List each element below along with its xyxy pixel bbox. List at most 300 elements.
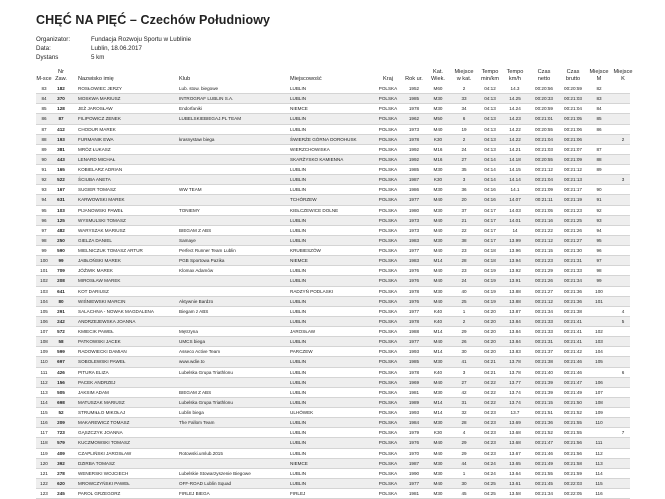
cell-year: 1973 xyxy=(408,227,420,233)
cell-gross-time: 00:21:04 xyxy=(564,106,582,112)
cell-name: FURMANIK EWA xyxy=(78,136,114,142)
table-row xyxy=(36,418,630,428)
cell-net-time: 00:21:09 xyxy=(535,187,553,193)
cell-bib: 80 xyxy=(58,298,64,304)
header-place-category-line1: Miejsce xyxy=(454,69,474,75)
cell-bib: 579 xyxy=(57,440,65,446)
cell-bib: 250 xyxy=(57,237,65,243)
cell-year: 1952 xyxy=(408,86,420,91)
cell-pace: 04:13 xyxy=(484,116,496,122)
cell-gross-time: 00:21:52 xyxy=(564,410,582,415)
cell-place-cat: 25 xyxy=(461,298,467,304)
cell-city: LUBLIN xyxy=(290,450,307,456)
cell-bib: 245 xyxy=(57,491,65,496)
cell-speed: 14.07 xyxy=(509,197,521,203)
cell-club: INTROGRAF LUBLIN S.A. xyxy=(179,96,234,102)
cell-place-cat: 4 xyxy=(462,430,466,436)
cell-bib: 522 xyxy=(57,177,65,183)
cell-place-men: 88 xyxy=(596,156,602,162)
cell-name: MATUSZAK MARIUSZ xyxy=(78,399,125,405)
cell-gross-time: 00:21:05 xyxy=(564,116,582,122)
cell-year: 1980 xyxy=(408,207,420,213)
cell-place-women: 2 xyxy=(621,136,625,142)
table-row xyxy=(36,337,630,347)
table-row xyxy=(36,185,630,195)
cell-net-time: 00:21:15 xyxy=(535,248,553,253)
cell-place-men: 108 xyxy=(595,399,603,405)
cell-bib: 572 xyxy=(57,329,65,334)
table-row xyxy=(36,357,630,367)
cell-year: 1969 xyxy=(408,379,420,385)
cell-place-men: 116 xyxy=(595,491,603,496)
cell-net-time: 00:21:47 xyxy=(535,440,553,446)
cell-city: LUBLIN xyxy=(290,470,307,476)
cell-speed: 13.64 xyxy=(509,470,521,476)
cell-place-men: 100 xyxy=(595,288,603,294)
cell-country: POLSKA xyxy=(378,268,398,274)
cell-gross-time: 00:21:36 xyxy=(564,298,582,304)
cell-place-cat: 27 xyxy=(461,379,467,385)
cell-gross-time: 00:21:12 xyxy=(564,167,582,172)
cell-name: KARWOWSKI MAREK xyxy=(78,197,125,203)
page-title: CHĘĆ NA PIĘĆ – Czechów Południowy xyxy=(36,13,271,27)
cell-net-time: 00:21:52 xyxy=(535,430,553,436)
cell-category: M40 xyxy=(433,379,443,385)
cell-name: FILIPOWICZ ZENEK xyxy=(78,116,121,122)
cell-speed: 13.87 xyxy=(509,308,521,314)
cell-pace: 04:21 xyxy=(484,369,496,375)
cell-bib: 128 xyxy=(57,106,65,112)
cell-speed: 13.84 xyxy=(509,339,521,345)
cell-city: ŚWIERŻE GÓRNA DOROHUSK xyxy=(290,136,357,142)
cell-bib: 599 xyxy=(57,349,65,355)
header-bib-text xyxy=(55,69,67,83)
cell-speed: 13.99 xyxy=(509,237,521,243)
cell-gross-time: 00:21:41 xyxy=(564,339,582,345)
cell-country: POLSKA xyxy=(378,410,398,415)
cell-name: LENARD MICHAŁ xyxy=(78,156,116,162)
cell-net-time: 00:21:55 xyxy=(535,470,553,476)
cell-place-cat: 33 xyxy=(461,96,467,102)
cell-country: POLSKA xyxy=(378,177,398,183)
table-row xyxy=(36,287,630,297)
cell-city: SKARŻYSKO KAMIENNA xyxy=(290,156,344,162)
cell-city: LUBLIN xyxy=(290,227,307,233)
cell-place-cat: 34 xyxy=(461,106,467,112)
cell-place-men: 85 xyxy=(596,116,602,122)
cell-net-time: 00:21:23 xyxy=(535,258,553,264)
cell-place: 84 xyxy=(41,96,47,102)
cell-category: M30 xyxy=(433,420,443,426)
cell-country: POLSKA xyxy=(378,318,398,324)
header-place-men xyxy=(588,66,610,83)
cell-gross-time: 00:21:09 xyxy=(564,156,582,162)
cell-pace: 04:19 xyxy=(484,298,496,304)
cell-gross-time: 00:21:46 xyxy=(564,359,582,365)
cell-country: POLSKA xyxy=(378,146,398,152)
cell-city: LUBLIN xyxy=(290,359,307,365)
cell-gross-time: 00:21:49 xyxy=(564,389,582,395)
cell-speed: 14.15 xyxy=(509,167,521,172)
cell-year: 1992 xyxy=(408,146,420,152)
cell-city: LUBLIN xyxy=(290,217,307,223)
cell-name: WENERSKI WOJCIECH xyxy=(78,470,129,476)
header-place-category xyxy=(452,66,476,83)
cell-place: 114 xyxy=(40,399,48,405)
header-category-line2: Wiek. xyxy=(431,76,445,82)
cell-name: SUGIER TOMASZ xyxy=(78,187,116,193)
table-row xyxy=(36,145,630,155)
cell-place-cat: 24 xyxy=(461,278,467,284)
cell-place-men: 102 xyxy=(595,329,603,334)
cell-place: 92 xyxy=(41,177,47,183)
cell-gross-time: 00:21:36 xyxy=(564,288,582,294)
cell-club: LUBELSKIEBIEGAJ.PL TEAM xyxy=(179,116,242,122)
cell-pace: 04:13 xyxy=(484,96,496,102)
cell-net-time: 00:21:29 xyxy=(535,268,553,274)
cell-club: BIEGAM Z ABS xyxy=(179,389,212,395)
cell-name: ŚCIUBA ANETA xyxy=(78,177,111,183)
header-place-men-line1: Miejsce xyxy=(589,69,609,75)
cell-place-cat: 2 xyxy=(462,86,466,91)
cell-pace: 04:20 xyxy=(484,308,496,314)
cell-category: M30 xyxy=(433,359,443,365)
cell-gross-time: 00:21:38 xyxy=(564,308,582,314)
cell-place: 116 xyxy=(40,420,48,426)
cell-net-time: 00:21:12 xyxy=(535,237,553,243)
cell-category: M40 xyxy=(433,227,443,233)
cell-place: 95 xyxy=(41,207,47,213)
table-row xyxy=(36,297,630,307)
cell-place: 103 xyxy=(40,288,48,294)
cell-club: BIEGAM Z ABS xyxy=(179,227,212,233)
cell-year: 1988 xyxy=(408,329,420,334)
cell-place-cat: 2 xyxy=(462,136,466,142)
cell-gross-time: 00:20:59 xyxy=(564,86,582,91)
header-category-line1: Kat. xyxy=(433,69,443,75)
cell-city: LUBLIN xyxy=(290,379,307,385)
cell-net-time: 00:21:49 xyxy=(535,460,553,466)
cell-category: M30 xyxy=(433,96,443,102)
table-row xyxy=(36,246,630,256)
cell-category: K40 xyxy=(433,318,443,324)
cell-place: 85 xyxy=(41,106,47,112)
cell-country: POLSKA xyxy=(378,116,398,122)
cell-bib: 412 xyxy=(57,126,65,132)
cell-place-cat: 28 xyxy=(461,258,467,264)
header-gross-time-line1: Czas xyxy=(566,69,580,75)
cell-net-time: 00:21:31 xyxy=(535,339,553,345)
table-row xyxy=(36,256,630,266)
cell-year: 1989 xyxy=(408,399,420,405)
cell-country: POLSKA xyxy=(378,379,398,385)
header-category-text xyxy=(431,69,445,83)
cell-speed: 13.92 xyxy=(509,268,521,274)
cell-country: POLSKA xyxy=(378,399,398,405)
table-row xyxy=(36,135,630,145)
cell-pace: 04:17 xyxy=(484,237,496,243)
cell-name: PIJANOWSKI PAWEŁ xyxy=(78,207,124,213)
cell-city: WIERZCHOWISKA xyxy=(290,146,330,152)
cell-net-time: 00:21:22 xyxy=(535,227,553,233)
cell-gross-time: 00:21:25 xyxy=(564,217,582,223)
results-table-header xyxy=(36,66,633,83)
cell-country: POLSKA xyxy=(378,491,398,496)
cell-year: 1976 xyxy=(408,268,420,274)
header-place-women-line1: Miejsce xyxy=(613,69,633,75)
cell-country: POLSKA xyxy=(378,369,398,375)
cell-city: LUBLIN xyxy=(290,430,307,436)
cell-place: 97 xyxy=(41,227,47,233)
cell-category: M14 xyxy=(433,258,443,264)
table-row xyxy=(36,327,630,337)
cell-place-cat: 40 xyxy=(461,288,467,294)
cell-speed: 13.74 xyxy=(509,399,521,405)
header-bib xyxy=(54,66,68,83)
table-row xyxy=(36,408,630,418)
cell-pace: 04:23 xyxy=(484,440,496,446)
cell-pace: 04:13 xyxy=(484,106,496,112)
cell-bib: 52 xyxy=(58,410,64,415)
cell-bib: 381 xyxy=(57,146,65,152)
cell-club: Lubelska Grupa Triathlonu xyxy=(179,369,233,375)
cell-net-time: 00:21:38 xyxy=(535,359,553,365)
cell-place-cat: 2 xyxy=(462,318,466,324)
header-bib-line1: Nr xyxy=(58,69,64,75)
cell-year: 1992 xyxy=(408,156,420,162)
cell-net-time: 00:21:34 xyxy=(535,491,553,496)
cell-country: POLSKA xyxy=(378,389,398,395)
cell-country: POLSKA xyxy=(378,156,398,162)
cell-place-cat: 27 xyxy=(461,156,467,162)
date-row xyxy=(36,44,191,53)
table-row xyxy=(36,368,630,378)
cell-place: 120 xyxy=(40,460,48,466)
cell-category: M14 xyxy=(433,349,443,355)
cell-name: JAKSIM ADAM xyxy=(78,389,109,395)
cell-place-men: 112 xyxy=(595,450,603,456)
cell-name: CHODUR MAREK xyxy=(78,126,116,132)
cell-bib: 482 xyxy=(57,227,65,233)
header-gross-time xyxy=(559,66,587,83)
cell-category: M30 xyxy=(433,470,443,476)
cell-club: www.wdie.to xyxy=(179,359,205,365)
cell-city: PARCZEW xyxy=(290,349,313,355)
cell-gross-time: 00:21:41 xyxy=(564,329,582,334)
cell-bib: 698 xyxy=(57,399,65,405)
table-row xyxy=(36,206,630,216)
cell-country: POLSKA xyxy=(378,298,398,304)
table-row xyxy=(36,125,630,135)
cell-speed: 14.22 xyxy=(509,126,521,132)
cell-net-time: 00:21:46 xyxy=(535,450,553,456)
cell-name: SOBOLEWSKI PAWEŁ xyxy=(78,359,126,365)
cell-country: POLSKA xyxy=(378,460,398,466)
cell-city: LUBLIN xyxy=(290,480,307,486)
cell-name: PACEK ANDRZEJ xyxy=(78,379,116,385)
cell-category: M14 xyxy=(433,399,443,405)
cell-speed: 13.69 xyxy=(509,420,521,426)
cell-club: Aktywnie Bardzo xyxy=(179,298,214,304)
cell-place: 99 xyxy=(41,248,47,253)
results-table-body xyxy=(36,84,630,499)
cell-place: 108 xyxy=(40,339,48,345)
cell-place-men: 92 xyxy=(596,207,602,213)
cell-name: JÓŹWIK MAREK xyxy=(78,268,113,274)
table-row xyxy=(36,449,630,459)
cell-net-time: 00:21:04 xyxy=(535,136,553,142)
cell-bib: 103 xyxy=(57,207,65,213)
cell-bib: 99 xyxy=(58,258,64,264)
cell-year: 1978 xyxy=(408,106,420,112)
header-place-text: M-sce xyxy=(36,76,52,82)
cell-category: M30 xyxy=(433,167,443,172)
cell-gross-time: 00:21:55 xyxy=(564,430,582,436)
cell-city: LUBLIN xyxy=(290,187,307,193)
cell-name: WARYSZAK MARIUSZ xyxy=(78,227,126,233)
cell-city: LUBLIN xyxy=(290,440,307,446)
cell-club: Mętrzyna xyxy=(179,329,198,334)
cell-bib: 426 xyxy=(57,369,65,375)
cell-bib: 409 xyxy=(57,450,65,456)
cell-place-women: 4 xyxy=(621,308,625,314)
cell-pace: 04:12 xyxy=(484,86,496,91)
table-row xyxy=(36,104,630,114)
cell-place-men: 91 xyxy=(596,197,602,203)
cell-pace: 04:13 xyxy=(484,126,496,132)
cell-place-men: 103 xyxy=(595,339,603,345)
cell-country: POLSKA xyxy=(378,126,398,132)
cell-place-cat: 29 xyxy=(461,329,467,334)
cell-place: 115 xyxy=(40,410,48,415)
cell-gross-time: 00:21:59 xyxy=(564,470,582,476)
cell-place-men: 89 xyxy=(596,167,602,172)
cell-place-men: 105 xyxy=(595,359,603,365)
cell-pace: 04:24 xyxy=(484,460,496,466)
header-country-text: Kraj xyxy=(383,76,393,82)
distance-row xyxy=(36,53,191,62)
table-row xyxy=(36,489,630,499)
cell-category: M40 xyxy=(433,197,443,203)
cell-category: M50 xyxy=(433,116,443,122)
header-speed-text xyxy=(507,69,524,83)
cell-speed: 13.67 xyxy=(509,450,521,456)
cell-city: LUBLIN xyxy=(290,399,307,405)
cell-name: KUCZMOWSKI TOMASZ xyxy=(78,440,130,446)
cell-place-men: 98 xyxy=(596,268,602,274)
cell-name: JABŁOŃSKI MAREK xyxy=(78,258,121,264)
cell-gross-time: 00:21:06 xyxy=(564,136,582,142)
cell-net-time: 00:21:33 xyxy=(535,318,553,324)
cell-speed: 14.22 xyxy=(509,136,521,142)
cell-pace: 04:23 xyxy=(484,450,496,456)
cell-place-men: 110 xyxy=(595,420,603,426)
cell-country: POLSKA xyxy=(378,106,398,112)
cell-bib: 278 xyxy=(57,470,65,476)
organizer-label: Organizator: xyxy=(36,36,71,43)
cell-year: 1993 xyxy=(408,410,420,415)
cell-club: OFF-ROAD Lublin Squad xyxy=(179,480,232,486)
cell-category: M40 xyxy=(433,480,443,486)
cell-net-time: 00:20:56 xyxy=(535,86,553,91)
table-row xyxy=(36,84,630,94)
cell-club: Lub. stow. biegowe xyxy=(179,86,219,91)
cell-speed: 14 xyxy=(512,227,518,233)
header-speed-line1: Tempo xyxy=(506,69,524,75)
cell-place: 111 xyxy=(40,369,48,375)
cell-year: 1973 xyxy=(408,217,420,223)
cell-country: POLSKA xyxy=(378,339,398,345)
cell-bib: 58 xyxy=(58,339,64,345)
distance-value: 5 km xyxy=(91,54,105,61)
cell-speed: 14.3 xyxy=(510,86,520,91)
cell-country: POLSKA xyxy=(378,359,398,365)
cell-year: 1984 xyxy=(408,420,420,426)
table-row xyxy=(36,266,630,276)
cell-club: Asseco Active Team xyxy=(179,349,221,355)
cell-place-men: 86 xyxy=(596,126,602,132)
table-row xyxy=(36,175,630,185)
cell-club: krasnystaw biega xyxy=(179,136,215,142)
cell-speed: 13.61 xyxy=(509,480,521,486)
event-info xyxy=(36,35,191,62)
cell-pace: 04:19 xyxy=(484,278,496,284)
header-gross-time-text xyxy=(566,69,580,83)
cell-place-men: 82 xyxy=(596,86,602,91)
cell-pace: 04:16 xyxy=(484,187,496,193)
cell-name: MOSKWA MARIUSZ xyxy=(78,96,121,102)
cell-category: K30 xyxy=(433,136,443,142)
cell-net-time: 00:21:15 xyxy=(535,399,553,405)
cell-pace: 04:17 xyxy=(484,207,496,213)
cell-category: K30 xyxy=(433,177,443,183)
cell-year: 1977 xyxy=(408,248,420,253)
cell-name: MROWCZYŃSKI PAWEŁ xyxy=(78,480,130,486)
table-row xyxy=(36,226,630,236)
cell-bib: 182 xyxy=(57,86,65,91)
cell-city: FIRLEJ xyxy=(290,491,306,496)
cell-city: RADZYŃ PODLASKI xyxy=(290,288,334,294)
cell-gross-time: 00:22:03 xyxy=(564,480,582,486)
cell-city: NIEMCE xyxy=(290,106,308,112)
cell-category: M40 xyxy=(433,298,443,304)
cell-place-cat: 24 xyxy=(461,146,467,152)
cell-pace: 04:13 xyxy=(484,136,496,142)
cell-city: LUBLIN xyxy=(290,278,307,284)
cell-place: 87 xyxy=(41,126,47,132)
table-row xyxy=(36,195,630,205)
cell-speed: 14.23 xyxy=(509,116,521,122)
cell-country: POLSKA xyxy=(378,217,398,223)
table-row xyxy=(36,388,630,398)
cell-net-time: 00:20:33 xyxy=(535,96,553,102)
header-city-text: Miejscowość xyxy=(290,76,322,82)
cell-year: 1977 xyxy=(408,339,420,345)
cell-country: POLSKA xyxy=(378,258,398,264)
cell-city: LUBLIN xyxy=(290,339,307,345)
cell-gross-time: 00:21:13 xyxy=(564,177,582,183)
table-row xyxy=(36,459,630,469)
cell-gross-time: 00:21:26 xyxy=(564,227,582,233)
organizer-value: Fundacja Rozwoju Sportu w Lublinie xyxy=(91,36,192,43)
cell-place-cat: 37 xyxy=(461,207,467,213)
cell-category: M40 xyxy=(433,126,443,132)
cell-city: LUBLIN xyxy=(290,389,307,395)
cell-club: Lubelska Grupa Triathlonu xyxy=(179,399,233,405)
cell-club: Biegam z ABS xyxy=(179,308,209,314)
cell-place-cat: 29 xyxy=(461,450,467,456)
cell-net-time: 00:21:12 xyxy=(535,298,553,304)
